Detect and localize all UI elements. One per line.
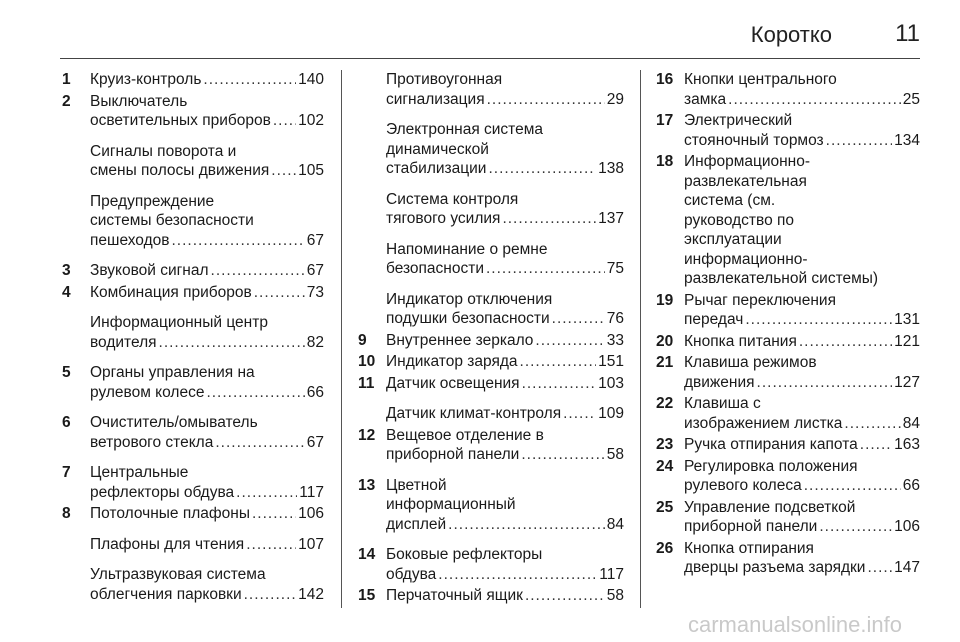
entry-label: развлекательная: [684, 172, 807, 190]
entry-label: динамической: [386, 140, 489, 158]
entry-label: Клавиша режимов: [684, 354, 817, 371]
page-reference: 76: [606, 310, 624, 327]
entry-number: 22: [656, 395, 674, 412]
index-entry: [62, 535, 324, 555]
page-reference: 151: [598, 353, 624, 370]
index-entry: [656, 498, 920, 537]
entry-label: рулевом колесе: [90, 383, 205, 401]
entry-label: Ультразвуковая система: [90, 566, 266, 583]
entry-number: 15: [358, 587, 376, 604]
dot-leader: [171, 231, 304, 251]
entry-label: подушки безопасности: [386, 310, 550, 327]
entry-number: 18: [656, 153, 674, 170]
page-reference: 117: [299, 483, 324, 501]
column-divider: [640, 70, 641, 608]
page-reference: 142: [298, 585, 324, 603]
entry-label: Очиститель/омыватель: [90, 414, 258, 431]
page-reference: 66: [902, 477, 920, 494]
page-reference: 66: [306, 383, 324, 401]
index-entry: [62, 192, 324, 251]
page-reference: 138: [598, 160, 624, 177]
dot-leader: [860, 435, 892, 455]
index-entry: [358, 476, 624, 535]
index-entry: [358, 240, 624, 279]
entry-label: дисплей: [386, 515, 447, 533]
entry-number: 3: [62, 262, 71, 279]
page-reference: 58: [606, 446, 624, 463]
dot-leader: [535, 331, 604, 351]
entry-label: Противоугонная: [386, 71, 503, 88]
entry-label: ветрового стекла: [90, 433, 214, 451]
page-reference: 75: [606, 260, 624, 277]
dot-leader: [826, 131, 892, 151]
entry-number: 2: [62, 92, 71, 110]
index-entry: [656, 111, 920, 150]
dot-leader: [254, 283, 305, 303]
entry-label: Кнопки центрального: [684, 71, 837, 88]
dot-leader: [525, 586, 605, 606]
dot-leader: [521, 445, 604, 465]
entry-label: стабилизации: [386, 160, 487, 177]
entry-label: развлекательной системы): [684, 270, 879, 287]
entry-number: 7: [62, 464, 71, 481]
entry-number: 6: [62, 414, 71, 431]
page-reference: 67: [306, 262, 324, 279]
page-reference: 106: [298, 505, 324, 522]
page-reference: 33: [606, 331, 624, 349]
entry-label: Внутреннее зеркало: [386, 331, 534, 349]
entry-label: стояночный тормоз: [684, 131, 824, 149]
entry-label: Плафоны для чтения: [90, 535, 245, 553]
dot-leader: [211, 261, 305, 281]
entry-number: 17: [656, 112, 674, 129]
page-reference: 134: [894, 131, 920, 149]
dot-leader: [844, 414, 900, 434]
dot-leader: [819, 517, 892, 537]
index-entry: [62, 142, 324, 181]
index-entry: [62, 504, 324, 524]
entry-label: информационно-: [684, 250, 808, 268]
dot-leader: [563, 404, 596, 424]
page-reference: 117: [599, 565, 624, 583]
entry-label: Датчик климат-контроля: [386, 405, 562, 422]
entry-label: приборной панели: [684, 518, 818, 535]
entry-label: сигнализация: [386, 90, 485, 108]
dot-leader: [246, 535, 296, 555]
page-header: [60, 0, 920, 59]
page-reference: 67: [306, 433, 324, 451]
index-entry: [656, 70, 920, 109]
dot-leader: [271, 161, 296, 181]
dot-leader: [487, 90, 605, 110]
entry-label: Управление подсветкой: [684, 498, 856, 516]
entry-label: Рычаг переключения: [684, 291, 836, 309]
page-reference: 127: [894, 373, 920, 391]
entry-label: рефлекторы обдува: [90, 483, 235, 501]
entry-label: Ручка отпирания капота: [684, 436, 858, 453]
entry-label: Сигналы поворота и: [90, 142, 237, 160]
entry-label: Органы управления на: [90, 364, 255, 381]
entry-label: движения: [684, 373, 755, 391]
dot-leader: [203, 70, 296, 90]
entry-label: Кнопка отпирания: [684, 539, 814, 557]
index-entry: [358, 290, 624, 329]
page-reference: 163: [894, 436, 920, 453]
dot-leader: [159, 333, 305, 353]
entry-label: Кнопка питания: [684, 332, 797, 350]
entry-number: 16: [656, 71, 674, 88]
entry-number: 20: [656, 332, 674, 350]
index-entry: [62, 463, 324, 502]
entry-label: Центральные: [90, 464, 189, 481]
dot-leader: [206, 383, 304, 403]
index-entry: [656, 152, 920, 289]
entry-label: Система контроля: [386, 190, 519, 208]
page-reference: 82: [306, 333, 324, 351]
index-entry: [656, 291, 920, 330]
entry-label: рулевого колеса: [684, 477, 802, 494]
page-reference: 84: [606, 515, 624, 533]
dot-leader: [804, 476, 901, 496]
entry-label: Датчик освещения: [386, 374, 520, 392]
index-entry: [62, 363, 324, 402]
entry-number: 24: [656, 457, 674, 475]
page-reference: 84: [902, 414, 920, 432]
entry-number: 25: [656, 498, 674, 516]
dot-leader: [236, 483, 297, 503]
page-reference: 29: [606, 90, 624, 108]
entry-label: пешеходов: [90, 231, 170, 249]
index-entry: [656, 353, 920, 392]
entry-label: тягового усилия: [386, 210, 501, 227]
entry-number: 23: [656, 436, 674, 453]
dot-leader: [273, 111, 296, 131]
dot-leader: [520, 352, 597, 372]
entry-label: Перчаточный ящик: [386, 587, 523, 604]
dot-leader: [757, 373, 893, 393]
entry-label: замка: [684, 90, 727, 108]
index-entry: [358, 331, 624, 351]
index-entry: [62, 283, 324, 303]
entry-number: 8: [62, 505, 71, 522]
entry-number: 10: [358, 353, 376, 370]
entry-label: осветительных приборов: [90, 112, 271, 129]
entry-number: 21: [656, 354, 674, 371]
page-number: 11: [895, 20, 920, 47]
entry-label: Информационный центр: [90, 314, 268, 331]
index-entry: [656, 457, 920, 496]
dot-leader: [488, 159, 596, 179]
page-reference: 140: [298, 71, 324, 88]
entry-number: 19: [656, 291, 674, 309]
dot-leader: [867, 558, 892, 578]
page-reference: 131: [894, 311, 920, 328]
entry-label: системы безопасности: [90, 212, 254, 229]
dot-leader: [728, 90, 901, 110]
column-divider: [341, 70, 342, 608]
entry-label: Информационно-: [684, 153, 811, 170]
entry-label: водителя: [90, 333, 157, 351]
entry-label: Боковые рефлекторы: [386, 546, 543, 563]
entry-label: приборной панели: [386, 446, 520, 463]
entry-number: 13: [358, 476, 376, 494]
dot-leader: [244, 585, 297, 605]
watermark: carmanualsonline.info: [687, 612, 902, 637]
index-entry: [62, 313, 324, 352]
dot-leader: [552, 309, 605, 329]
page-reference: 109: [598, 405, 624, 422]
dot-leader: [448, 515, 605, 535]
index-column-1: [62, 70, 324, 615]
entry-label: безопасности: [386, 260, 484, 277]
entry-label: передач: [684, 311, 744, 328]
entry-label: руководство по: [684, 211, 795, 229]
entry-number: 5: [62, 364, 71, 381]
entry-label: Потолочные плафоны: [90, 505, 250, 522]
entry-label: Вещевое отделение в: [386, 426, 544, 444]
dot-leader: [522, 374, 597, 394]
index-entry: [358, 374, 624, 394]
dot-leader: [215, 433, 304, 453]
entry-label: обдува: [386, 565, 437, 583]
entry-label: Цветной: [386, 476, 447, 494]
index-entry: [62, 261, 324, 281]
entry-label: смены полосы движения: [90, 162, 270, 179]
index-entry: [62, 92, 324, 131]
entry-label: эксплуатации: [684, 231, 782, 248]
page-reference: 107: [298, 535, 324, 553]
dot-leader: [502, 209, 596, 229]
index-column-2: [358, 70, 624, 617]
index-entry: [656, 394, 920, 433]
index-entry: [656, 435, 920, 455]
page-reference: 137: [598, 210, 624, 227]
entry-label: Регулировка положения: [684, 457, 858, 475]
index-entry: [656, 332, 920, 352]
entry-label: Предупреждение: [90, 192, 215, 210]
dot-leader: [438, 565, 597, 585]
page-reference: 73: [306, 283, 324, 301]
entry-number: 12: [358, 426, 376, 444]
page-reference: 106: [894, 518, 920, 535]
page-reference: 25: [902, 90, 920, 108]
page-reference: 67: [306, 231, 324, 249]
entry-label: Клавиша с: [684, 395, 761, 412]
page-reference: 121: [894, 332, 920, 350]
entry-number: 1: [62, 71, 71, 88]
page-reference: 58: [606, 587, 624, 604]
entry-label: изображением листка: [684, 414, 843, 432]
dot-leader: [252, 504, 296, 524]
entry-number: 11: [358, 374, 375, 392]
index-entry: [358, 352, 624, 372]
entry-number: 4: [62, 283, 71, 301]
page-reference: 147: [894, 559, 920, 576]
index-column-3: [656, 70, 920, 580]
page-title: Коротко: [750, 22, 832, 47]
entry-label: информационный: [386, 496, 516, 513]
index-entry: [358, 70, 624, 109]
index-entry: [358, 586, 624, 606]
entry-number: 9: [358, 331, 367, 349]
entry-label: Выключатель: [90, 92, 188, 110]
index-entry: [358, 120, 624, 179]
entry-label: облегчения парковки: [90, 585, 242, 603]
index-entry: [358, 545, 624, 584]
dot-leader: [486, 259, 605, 279]
entry-label: Индикатор отключения: [386, 290, 553, 308]
dot-leader: [745, 310, 892, 330]
index-entry: [62, 565, 324, 604]
entry-number: 26: [656, 539, 674, 557]
entry-label: Круиз-контроль: [90, 71, 202, 88]
entry-label: система (см.: [684, 192, 776, 209]
entry-label: Индикатор заряда: [386, 353, 518, 370]
dot-leader: [799, 332, 892, 352]
entry-label: Электронная система: [386, 121, 544, 138]
index-entry: [358, 426, 624, 465]
index-entry: [358, 190, 624, 229]
page-reference: 102: [298, 112, 324, 129]
page-reference: 103: [598, 374, 624, 392]
entry-number: 14: [358, 546, 376, 563]
entry-label: Комбинация приборов: [90, 283, 252, 301]
entry-label: Напоминание о ремне: [386, 240, 548, 258]
index-entry: [656, 539, 920, 578]
entry-label: Звуковой сигнал: [90, 262, 209, 279]
entry-label: дверцы разъема зарядки: [684, 559, 866, 576]
page-reference: 105: [298, 162, 324, 179]
index-entry: [62, 70, 324, 90]
index-entry: [62, 413, 324, 452]
index-entry: [358, 404, 624, 424]
entry-label: Электрический: [684, 112, 793, 129]
